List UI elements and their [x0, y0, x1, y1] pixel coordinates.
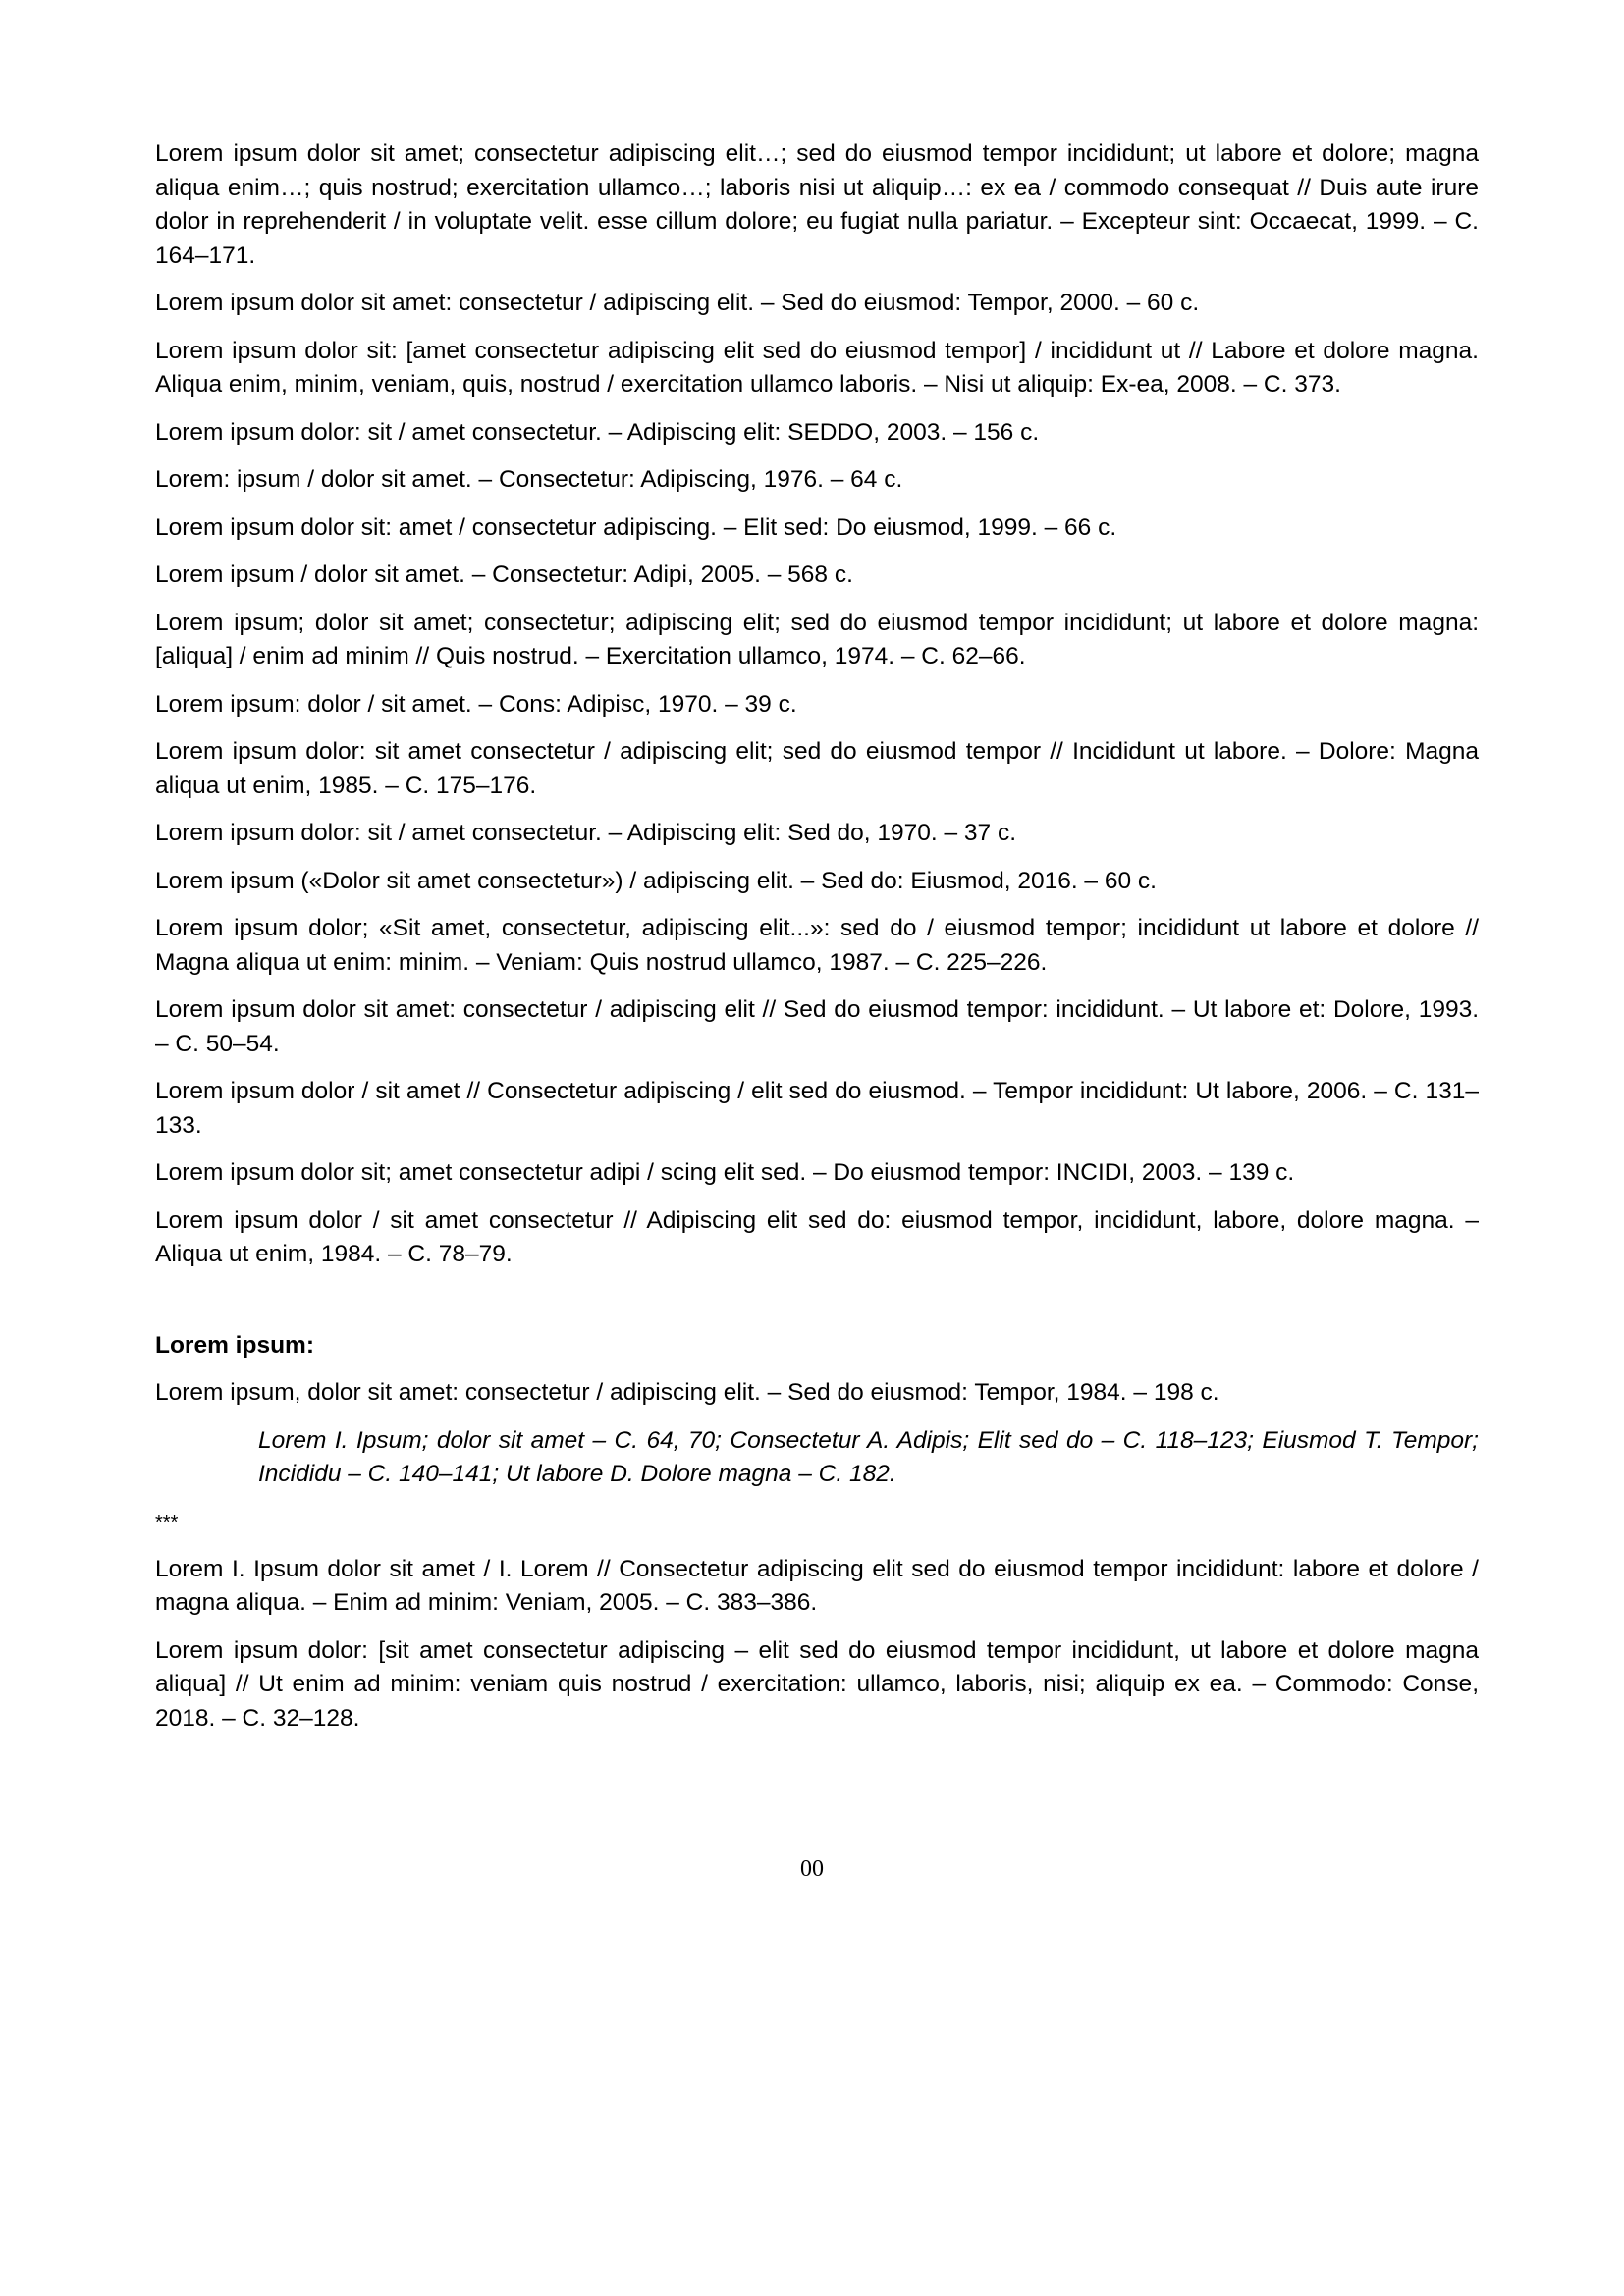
bibliography-entry: Lorem ipsum dolor: sit / amet consectetur. – Adipiscing elit: Sed do, 1970. – 37 c. — [155, 820, 1017, 846]
translation-entry: Lorem ipsum, dolor sit amet: consectetur / adipiscing elit. – Sed do eiusmod: Tempor, 1984. – 198 c. — [155, 1379, 1219, 1406]
bibliography-entry: Lorem ipsum dolor sit: amet / consectetur adipiscing. – Elit sed: Do eiusmod, 1999. – 66 c. — [155, 513, 1117, 541]
bibliography-entry: Lorem ipsum dolor: sit amet consectetur / adipiscing elit; sed do eiusmod tempor // Incididunt ut labore. – Dolore: Magna aliqua ut enim, 1985. – C. 175–176. — [155, 738, 1479, 799]
bibliography-entry: Lorem: ipsum / dolor sit amet. – Consectetur: Adipiscing, 1976. – 64 c. — [155, 466, 903, 493]
section-heading-translations: Lorem ipsum: — [155, 1331, 314, 1359]
bibliography-entry: Lorem ipsum dolor / sit amet // Consectetur adipiscing / elit sed do eiusmod. – Tempor incididunt: Ut labore, 2006. – C. 131–133. — [155, 1078, 1479, 1139]
section-separator: *** — [155, 1511, 179, 1533]
bibliography-entry: Lorem ipsum dolor sit: [amet consectetur adipiscing elit sed do eiusmod tempor] / incididunt ut // Labore et dolore magna. Aliqua enim, minim, veniam, quis, nostrud / exercitation ullamco laboris. – Nisi ut aliquip: Ex-ea, 2008. – C. 373. — [155, 337, 1479, 398]
bibliography-entry: Lorem ipsum dolor sit amet; consectetur adipiscing elit…; sed do eiusmod tempor incididunt; ut labore et dolore; magna aliqua enim…; quis nostrud; exercitation ullamco…; laboris nisi ut aliquip…: ex ea / commodo consequat // Duis aute irure dolor in reprehenderit / in voluptate velit. esse cillum dolore; eu fugiat nulla pariatur. – Excepteur sint: Occaecat, 1999. – C. 164–171. — [155, 140, 1479, 269]
bibliography-entry: Lorem ipsum dolor sit amet: consectetur / adipiscing elit. – Sed do eiusmod: Tempor, 2000. – 60 c. — [155, 290, 1200, 316]
bibliography-entry: Lorem ipsum; dolor sit amet; consectetur; adipiscing elit; sed do eiusmod tempor incididunt; ut labore et dolore magna: [aliqua] / enim ad minim // Quis nostrud. – Exercitation ullamco, 1974. – C. 62–66. — [155, 609, 1479, 669]
bibliography-entry: Lorem ipsum: dolor / sit amet. – Cons: Adipisc, 1970. – 39 c. — [155, 690, 797, 718]
about-author-entry: Lorem ipsum dolor: [sit amet consectetur adipiscing – elit sed do eiusmod tempor incididunt, ut labore et dolore magna aliqua] // Ut enim ad minim: veniam quis nostrud / exercitation: ullamco, laboris, nisi; aliquip ex ea. – Commodo: Conse, 2018. – C. 32–128. — [155, 1636, 1479, 1732]
bibliography-entry: Lorem ipsum / dolor sit amet. – Consectetur: Adipi, 2005. – 568 c. — [155, 561, 853, 588]
bibliography-entry: Lorem ipsum dolor / sit amet consectetur // Adipiscing elit sed do: eiusmod tempor, incididunt, labore, dolore magna. – Aliqua ut enim, 1984. – C. 78–79. — [155, 1206, 1479, 1267]
bibliography-entry: Lorem ipsum dolor: sit / amet consectetur. – Adipiscing elit: SEDDO, 2003. – 156 c. — [155, 418, 1040, 446]
bibliography-entry: Lorem ipsum dolor; «Sit amet, consectetur, adipiscing elit...»: sed do / eiusmod tempor; incididunt ut labore et dolore // Magna aliqua ut enim: minim. – Veniam: Quis nostrud ullamco, 1987. – C. 225–226. — [155, 915, 1479, 976]
about-author-entry: Lorem I. Ipsum dolor sit amet / I. Lorem // Consectetur adipiscing elit sed do eiusmod tempor incididunt: labore et dolore / magna aliqua. – Enim ad minim: Veniam, 2005. – C. 383–386. — [155, 1555, 1479, 1616]
page-number: 00 — [800, 1856, 824, 1882]
translation-contents: Lorem I. Ipsum; dolor sit amet – C. 64, 70; Consectetur A. Adipis; Elit sed do – C. 118–123; Eiusmod T. Tempor; Incididu – C. 140–141; Ut labore D. Dolore magna – C. 182. — [258, 1426, 1479, 1487]
page-body — [155, 137, 1479, 1749]
bibliography-entry: Lorem ipsum dolor sit; amet consectetur adipi / scing elit sed. – Do eiusmod tempor: INCIDI, 2003. – 139 c. — [155, 1159, 1295, 1186]
bibliography-entry: Lorem ipsum dolor sit amet: consectetur / adipiscing elit // Sed do eiusmod tempor: incididunt. – Ut labore et: Dolore, 1993. – C. 50–54. — [155, 996, 1479, 1057]
bibliography-entry: Lorem ipsum («Dolor sit amet consectetur») / adipiscing elit. – Sed do: Eiusmod, 2016. – 60 c. — [155, 867, 1157, 894]
